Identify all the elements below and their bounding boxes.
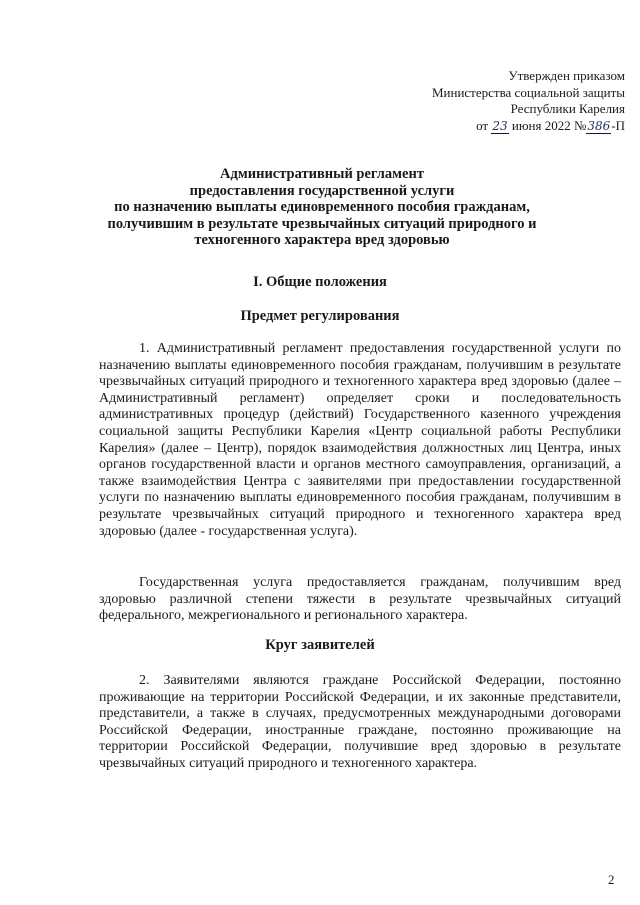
- approval-line-1: Утвержден приказом: [508, 68, 625, 83]
- paragraph-1-text: 1. Административный регламент предоставления государственной услуги по назначению выплаты единовременного пособия гражданам, получившим в результате чрезвычайных ситуаций природного и техногенного характера вред здоровью (далее – Административный регламент) определяет сроки и последовательность административных процедур (действий) Государственного казенного учреждения социальной защиты Республики Карелия «Центр социальной работы Республики Карелия» (далее – Центр), порядок взаимодействия должностных лиц Центра, иных органов государственной власти и органов местного самоуправления, организаций, а также взаимодействия Центра с заявителями при предоставлении государственной услуги по назначению выплаты единовременного пособия гражданам, получившим в результате чрезвычайных ситуаций природного и техногенного характера вред здоровью (далее - государственная услуга).: [99, 341, 621, 539]
- page-number: 2: [608, 872, 615, 887]
- paragraph-1: [99, 341, 621, 540]
- title-line-1: Административный регламент: [220, 166, 424, 182]
- approval-line-3: Республики Карелия: [510, 101, 625, 116]
- approval-date-line: [325, 118, 625, 135]
- paragraph-2-text: Государственная услуга предоставляется гражданам, получившим вред здоровью различной степени тяжести в результате чрезвычайных ситуаций федерального, межрегионального и регионального характера.: [99, 575, 621, 624]
- section-heading-general: I. Общие положения: [253, 274, 387, 290]
- approval-stamp: [325, 68, 625, 134]
- title-line-4: получившим в результате чрезвычайных ситуаций природного и: [107, 215, 537, 232]
- subsection-heading-applicants: Круг заявителей: [265, 637, 375, 653]
- date-suffix: -П: [611, 117, 625, 133]
- paragraph-3-text: 2. Заявителями являются граждане Российской Федерации, постоянно проживающие на территории Российской Федерации, и их законные представители, представители, а также в случаях, предусмотренных международными договорами Российской Федерации, иностранные граждане, постоянно проживающие на территории Российской Федерации, получившие вред здоровью в результате чрезвычайных ситуаций природного и техногенного характера.: [99, 673, 621, 771]
- date-day-handwritten: 23: [492, 118, 508, 133]
- title-line-5: техногенного характера вред здоровью: [194, 232, 450, 248]
- document-title: [92, 166, 552, 249]
- paragraph-2: [99, 575, 621, 625]
- order-number-handwritten: 386: [587, 118, 611, 133]
- date-middle: июня 2022 №: [511, 117, 587, 133]
- subsection-heading-subject: Предмет регулирования: [240, 308, 400, 324]
- approval-line-2: Министерства социальной защиты: [431, 84, 625, 100]
- date-prefix: от: [476, 117, 489, 133]
- paragraph-3: [99, 673, 621, 773]
- title-line-3: по назначению выплаты единовременного пособия гражданам,: [114, 199, 530, 215]
- title-line-2: предоставления государственной услуги: [189, 182, 455, 199]
